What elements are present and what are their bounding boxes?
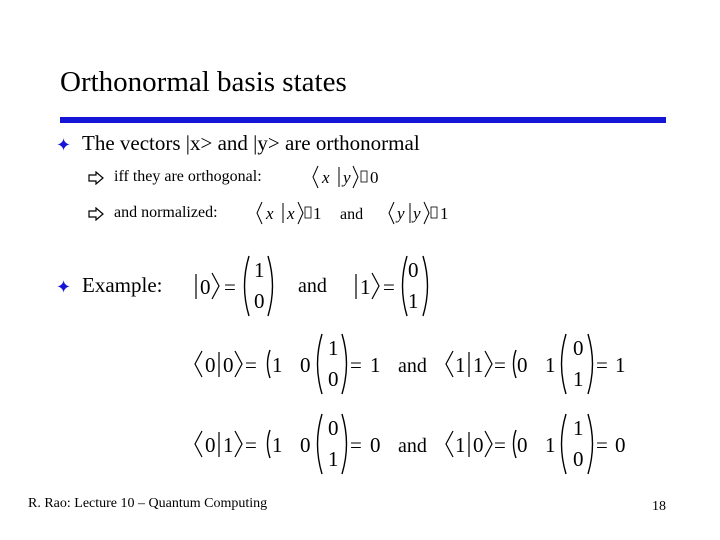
svg-text:1: 1	[328, 336, 339, 360]
footer-lecture-title: R. Rao: Lecture 10 – Quantum Computing	[28, 496, 268, 511]
bullet-orthonormal-text: The vectors |x> and |y> are orthonormal	[82, 131, 420, 155]
svg-text:and: and	[398, 435, 427, 457]
svg-text:1: 1	[370, 353, 381, 377]
svg-text:1: 1	[615, 353, 626, 377]
inner-product-01	[190, 410, 440, 480]
orthogonal-condition-text: iff they are orthogonal:	[114, 168, 262, 185]
svg-text:1: 1	[455, 353, 466, 377]
svg-text:0: 0	[573, 447, 584, 471]
svg-text:and: and	[340, 206, 364, 223]
orthogonality-formula	[310, 163, 382, 191]
slide-title: Orthonormal basis states	[60, 66, 347, 98]
svg-text:0: 0	[300, 353, 311, 377]
svg-text:1: 1	[272, 353, 283, 377]
ket-y: y	[343, 168, 351, 187]
svg-text:1: 1	[545, 433, 556, 457]
svg-text:1: 1	[223, 433, 234, 457]
svg-text:and: and	[398, 355, 427, 377]
svg-text:=: =	[596, 433, 608, 457]
svg-text:1: 1	[545, 353, 556, 377]
svg-text:1: 1	[254, 258, 265, 282]
svg-text:1: 1	[440, 204, 449, 223]
svg-text:=: =	[494, 433, 506, 457]
footer-page-number: 18	[652, 499, 666, 514]
bullet-star-icon: ✦	[56, 277, 72, 297]
basis-vectors-formula	[188, 252, 438, 322]
svg-text:x: x	[266, 204, 274, 223]
svg-text:1: 1	[455, 433, 466, 457]
unknown-glyph-icon	[305, 207, 311, 218]
svg-text:=: =	[596, 353, 608, 377]
inner-product-10	[445, 410, 635, 480]
svg-text:0: 0	[328, 367, 339, 391]
svg-text:y: y	[413, 204, 421, 223]
svg-text:0: 0	[473, 433, 484, 457]
example-label: Example:	[82, 273, 163, 297]
svg-text:=: =	[245, 433, 257, 457]
svg-text:1: 1	[573, 416, 584, 440]
svg-text:0: 0	[573, 336, 584, 360]
svg-text:0: 0	[254, 289, 265, 313]
svg-text:=: =	[350, 433, 362, 457]
svg-text:1: 1	[272, 433, 283, 457]
inner-product-00	[190, 330, 440, 400]
svg-text:0: 0	[223, 353, 234, 377]
bra-x: x	[322, 168, 330, 187]
svg-text:0: 0	[517, 433, 528, 457]
bullet-star-icon: ✦	[56, 135, 72, 155]
svg-text:=: =	[383, 275, 395, 299]
svg-text:and: and	[298, 275, 327, 297]
normalization-formula	[254, 199, 460, 227]
svg-text:0: 0	[205, 353, 216, 377]
svg-text:=: =	[494, 353, 506, 377]
svg-text:0: 0	[328, 416, 339, 440]
svg-text:=: =	[224, 275, 236, 299]
svg-text:0: 0	[370, 433, 381, 457]
svg-text:y: y	[397, 204, 405, 223]
svg-text:=: =	[245, 353, 257, 377]
svg-text:0: 0	[517, 353, 528, 377]
svg-text:0: 0	[300, 433, 311, 457]
svg-text:0: 0	[408, 258, 419, 282]
svg-text:x: x	[287, 204, 295, 223]
svg-text:1: 1	[313, 204, 322, 223]
normalized-condition-text: and normalized:	[114, 204, 218, 221]
unknown-glyph-icon	[361, 171, 367, 182]
inner-product-11	[445, 330, 635, 400]
svg-text:0: 0	[615, 433, 626, 457]
svg-text:1: 1	[328, 447, 339, 471]
svg-text:0: 0	[200, 275, 211, 299]
svg-text:0: 0	[205, 433, 216, 457]
svg-text:1: 1	[573, 367, 584, 391]
svg-text:1: 1	[408, 289, 419, 313]
hollow-arrow-icon	[88, 207, 104, 221]
svg-text:1: 1	[473, 353, 484, 377]
title-underline	[60, 117, 666, 123]
svg-text:1: 1	[360, 275, 371, 299]
svg-text:=: =	[350, 353, 362, 377]
unknown-glyph-icon	[431, 207, 437, 218]
hollow-arrow-icon	[88, 171, 104, 185]
orthogonality-rhs: 0	[370, 168, 379, 187]
